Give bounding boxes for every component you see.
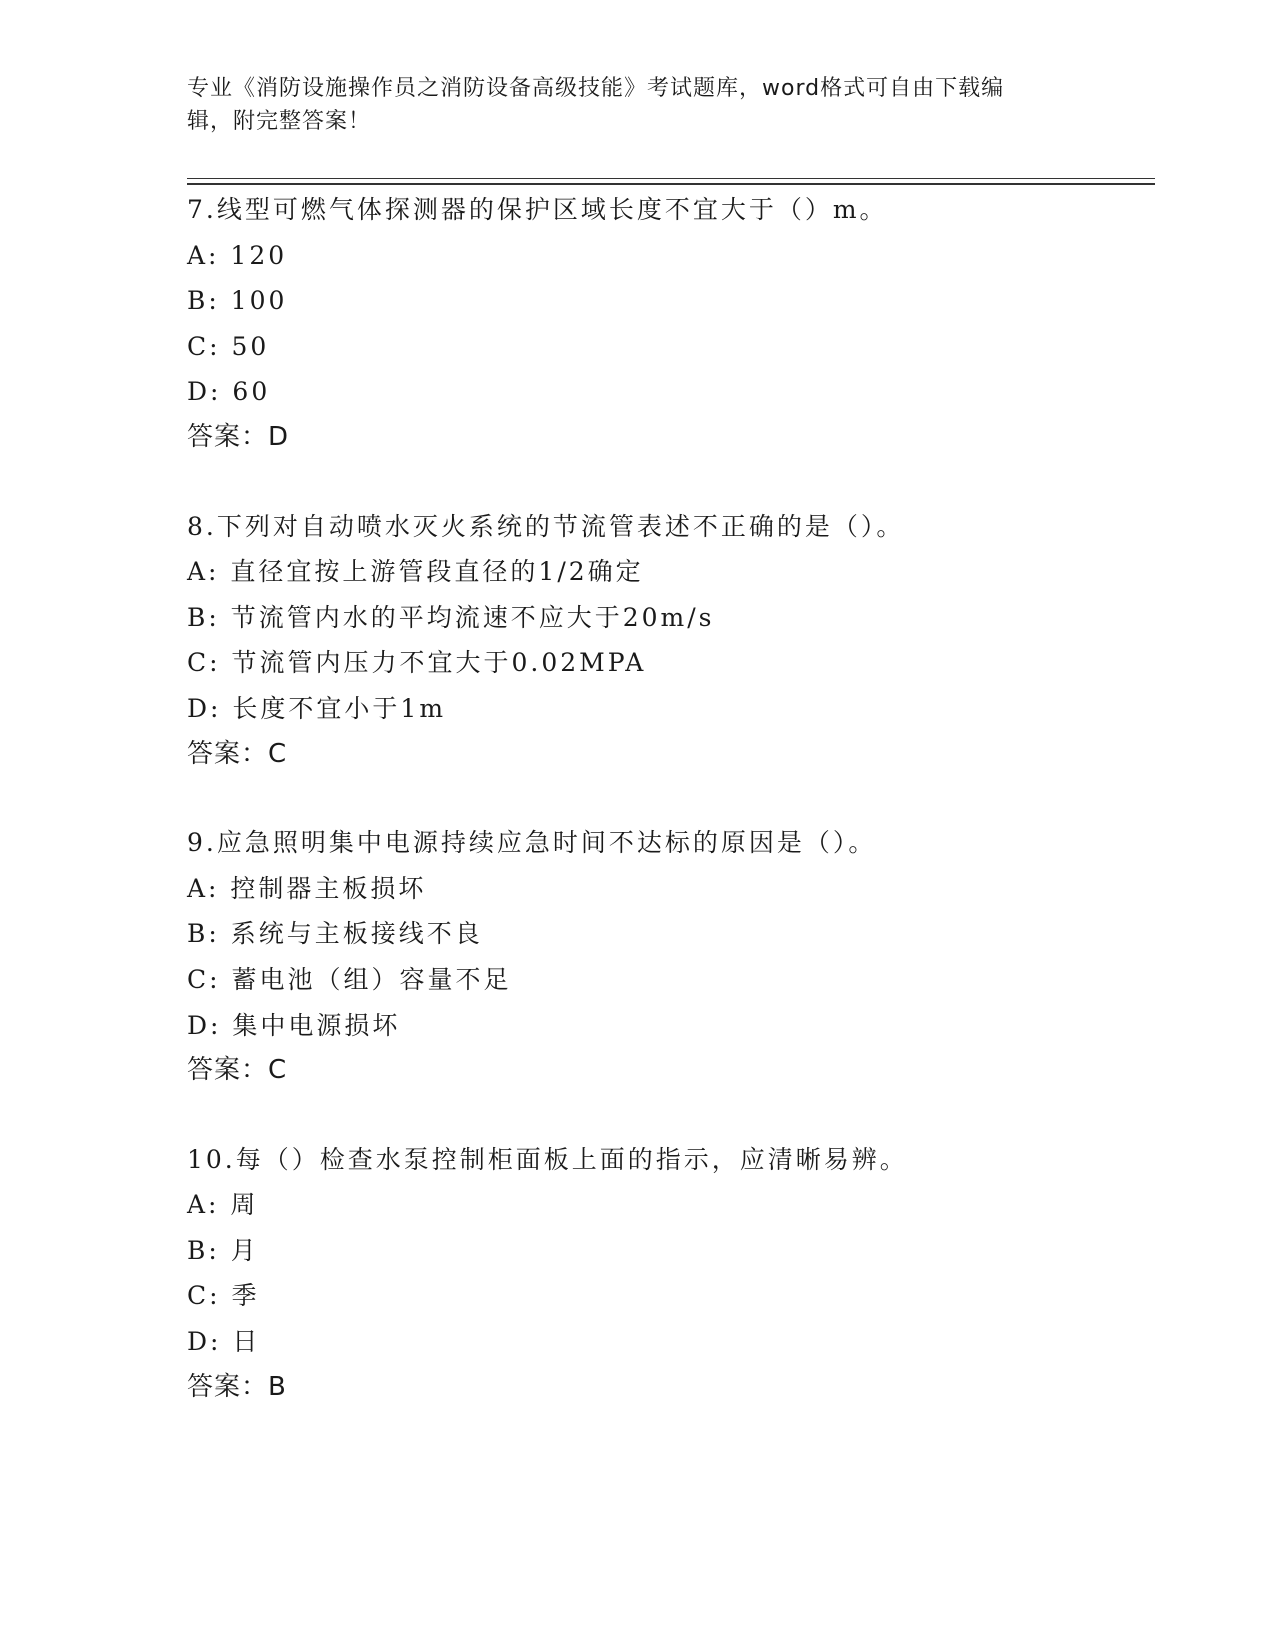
option-d: D: 日 bbox=[187, 1327, 261, 1357]
answer-line: 答案：C bbox=[187, 738, 288, 769]
option-c: C: 季 bbox=[187, 1281, 260, 1311]
option-a: A: 周 bbox=[187, 1190, 259, 1220]
question-item bbox=[187, 187, 1155, 461]
answer-line: 答案：C bbox=[187, 1055, 288, 1086]
option-b: B: 月 bbox=[187, 1235, 259, 1265]
question-stem: 9.应急照明集中电源持续应急时间不达标的原因是（）。 bbox=[187, 828, 877, 858]
option-a: A: 120 bbox=[187, 240, 288, 270]
question-stem: 8.下列对自动喷水灭火系统的节流管表述不正确的是（）。 bbox=[187, 511, 905, 541]
option-a: A: 直径宜按上游管段直径的1/2确定 bbox=[187, 557, 644, 587]
answer-line: 答案：D bbox=[187, 421, 290, 452]
option-d: D: 集中电源损坏 bbox=[187, 1010, 401, 1040]
answer-line: 答案：B bbox=[187, 1371, 287, 1402]
option-a: A: 控制器主板损坏 bbox=[187, 873, 427, 903]
header-note-line-2: 辑，附完整答案！ bbox=[187, 109, 372, 134]
question-item bbox=[187, 504, 1155, 778]
question-item bbox=[187, 1137, 1155, 1411]
question-stem: 7.线型可燃气体探测器的保护区域长度不宜大于（）m。 bbox=[187, 195, 888, 224]
header-note-line-1: 专业《消防设施操作员之消防设备高级技能》考试题库，word格式可自由下载编 bbox=[187, 76, 1005, 101]
option-c: C: 节流管内压力不宜大于0.02MPA bbox=[187, 648, 647, 678]
option-b: B: 100 bbox=[187, 286, 288, 316]
header-divider-thin bbox=[187, 178, 1155, 179]
option-d: D: 长度不宜小于1m bbox=[187, 693, 447, 723]
document-header-note bbox=[187, 72, 1087, 138]
option-c: C: 蓄电池（组）容量不足 bbox=[187, 964, 512, 994]
option-b: B: 系统与主板接线不良 bbox=[187, 919, 483, 949]
option-d: D: 60 bbox=[187, 377, 271, 407]
question-item bbox=[187, 820, 1155, 1094]
header-divider-thick bbox=[187, 183, 1155, 185]
option-c: C: 50 bbox=[187, 331, 270, 361]
question-stem: 10.每（）检查水泵控制柜面板上面的指示，应清晰易辨。 bbox=[187, 1144, 908, 1174]
question-list bbox=[187, 187, 1155, 1453]
option-b: B: 节流管内水的平均流速不应大于20m/s bbox=[187, 602, 715, 632]
